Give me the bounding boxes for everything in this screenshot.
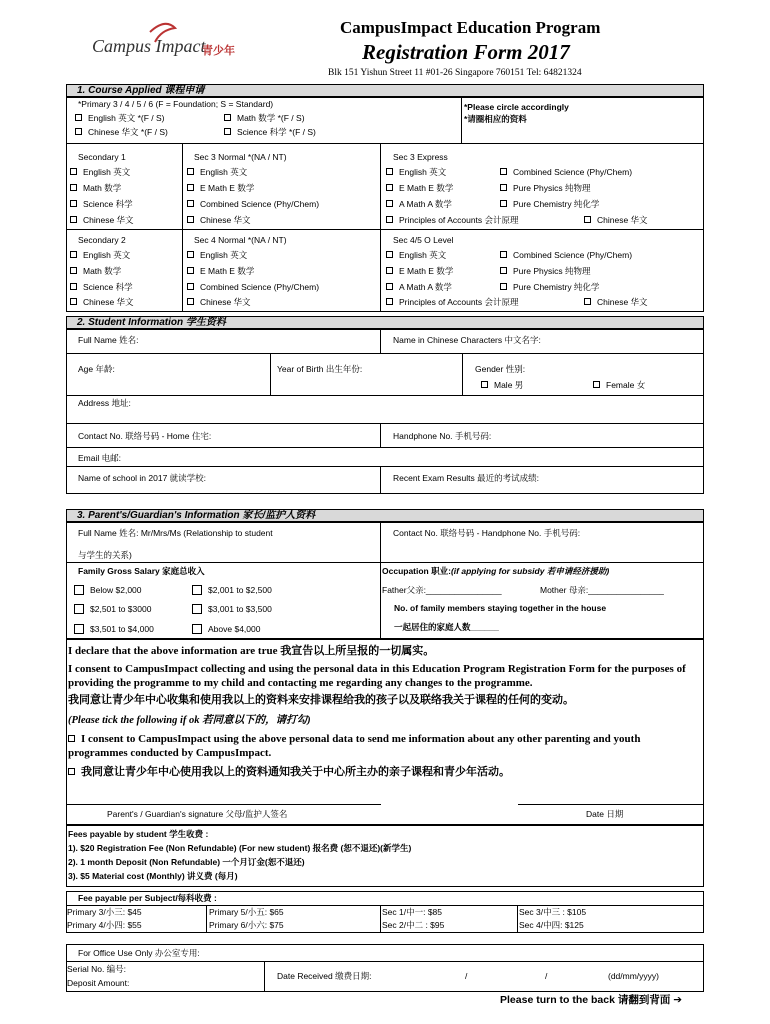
sec4n-chinese-option[interactable]: Chinese 华文 xyxy=(187,297,251,308)
circle-note: *Please circle accordingly xyxy=(464,102,569,112)
sec3-express-label: Sec 3 Express xyxy=(393,152,448,162)
father-occupation-field[interactable]: Father父亲:________________ xyxy=(382,585,502,595)
sec45-chinese-option[interactable]: Chinese 华文 xyxy=(584,297,648,308)
subject-fee-heading: Fee payable per Subject/每科收费 : xyxy=(78,893,217,903)
page-title: CampusImpact Education Program xyxy=(340,18,601,37)
consent-programmes-checkbox-cn[interactable]: 我同意让青少年中心使用我以上的资料通知我关于中心所主办的亲子课程和青少年活动。 xyxy=(68,763,702,779)
campus-impact-logo xyxy=(90,20,240,80)
serial-number-field[interactable]: Serial No. 编号: xyxy=(67,964,127,974)
parent-box xyxy=(66,522,704,639)
salary-2501-3000-option[interactable]: $2,501 to $3000 xyxy=(74,604,151,615)
deposit-amount-field[interactable]: Deposit Amount: xyxy=(67,978,130,988)
fee-p3: Primary 3/小三: $45 xyxy=(67,907,142,917)
salary-3001-3500-option[interactable]: $3,001 to $3,500 xyxy=(192,604,272,615)
student-handphone-field[interactable]: Handphone No. 手机号码: xyxy=(393,431,492,441)
consent-collect-text-cn: 我同意让青少年中心收集和使用我以上的资料来安排课程给我的孩子以及联络我关于课程的任何的变动。 xyxy=(68,694,574,706)
gender-male-option[interactable]: Male 男 xyxy=(481,380,523,391)
consent-collect-text: I consent to CampusImpact collecting and using the personal data in this Education Program Registration Form for the purposes of providing the programme to my child and contacting me regarding any changes to the programme. xyxy=(68,663,686,689)
sec45-emath-option[interactable]: E Math E 数学 xyxy=(386,266,453,277)
student-yob-field[interactable]: Year of Birth 出生年份: xyxy=(277,364,363,374)
section-parent-info: 3. Parent's/Guardian's Information 家长/监护人资料 xyxy=(66,509,704,522)
date-separator: / xyxy=(465,971,468,981)
student-chinese-name-field[interactable]: Name in Chinese Characters 中文名字: xyxy=(393,335,541,345)
primary-chinese-option[interactable]: Chinese 华文 *(F / S) xyxy=(75,127,168,138)
student-email-field[interactable]: Email 电邮: xyxy=(78,453,121,463)
fee-s1: Sec 1/中一: $85 xyxy=(382,907,443,917)
office-heading: For Office Use Only 办公室专用: xyxy=(78,948,200,958)
student-full-name-field[interactable]: Full Name 姓名: xyxy=(78,335,139,345)
sec3e-english-option[interactable]: English 英文 xyxy=(386,167,446,178)
sec3e-amath-option[interactable]: A Math A 数学 xyxy=(386,199,452,210)
logo-text-cn: 青少年 xyxy=(202,44,235,57)
parent-contact-field[interactable]: Contact No. 联络号码 - Handphone No. 手机号码: xyxy=(393,528,581,538)
salary-2001-2500-option[interactable]: $2,001 to $2,500 xyxy=(192,585,272,596)
family-members-label: No. of family members staying together in the house xyxy=(394,603,607,613)
section-student-info: 2. Student Information 学生资料 xyxy=(66,316,704,329)
sec4n-emath-option[interactable]: E Math E 数学 xyxy=(187,266,254,277)
fee-p6: Primary 6/小六: $75 xyxy=(209,920,284,930)
sec3n-english-option[interactable]: English 英文 xyxy=(187,167,247,178)
sec45-poa-option[interactable]: Principles of Accounts 会计原理 xyxy=(386,297,519,308)
fee-s2: Sec 2/中二 : $95 xyxy=(382,920,445,930)
student-home-contact-field[interactable]: Contact No. 联络号码 - Home 住宅: xyxy=(78,431,212,441)
primary-label: *Primary 3 / 4 / 5 / 6 (F = Foundation; S = Standard) xyxy=(78,99,274,109)
occupation-label: Occupation 职业:(if applying for subsidy 若申请经济援助) xyxy=(382,566,610,576)
sec2-math-option[interactable]: Math 数学 xyxy=(70,266,121,277)
sec1-chinese-option[interactable]: Chinese 华文 xyxy=(70,215,134,226)
sec4-normal-label: Sec 4 Normal *(NA / NT) xyxy=(194,235,287,245)
address-line: Blk 151 Yishun Street 11 #01-26 Singapore 760151 Tel: 64821324 xyxy=(328,68,582,78)
sec1-english-option[interactable]: English 英文 xyxy=(70,167,130,178)
declare-true-text: I declare that the above information are true 我宣告以上所呈报的一切属实。 xyxy=(68,645,435,657)
primary-english-option[interactable]: English 英文 *(F / S) xyxy=(75,113,165,124)
sec3n-chinese-option[interactable]: Chinese 华文 xyxy=(187,215,251,226)
sec4n-english-option[interactable]: English 英文 xyxy=(187,250,247,261)
sec3e-chem-option[interactable]: Pure Chemistry 纯化学 xyxy=(500,199,599,210)
sec3-normal-label: Sec 3 Normal *(NA / NT) xyxy=(194,152,287,162)
date-separator: / xyxy=(545,971,548,981)
parent-signature-field[interactable]: Parent's / Guardian's signature 父母/监护人签名 xyxy=(107,809,288,819)
sec45-combsci-option[interactable]: Combined Science (Phy/Chem) xyxy=(500,250,632,261)
sec2-label: Secondary 2 xyxy=(78,235,126,245)
sec45-olevel-label: Sec 4/5 O Level xyxy=(393,235,454,245)
sec2-science-option[interactable]: Science 科学 xyxy=(70,282,133,293)
sec2-chinese-option[interactable]: Chinese 华文 xyxy=(70,297,134,308)
fee-item: 3). $5 Material cost (Monthly) 讲义费 (每月) xyxy=(68,871,238,881)
student-age-field[interactable]: Age 年龄: xyxy=(78,364,115,374)
gender-female-option[interactable]: Female 女 xyxy=(593,380,645,391)
primary-science-option[interactable]: Science 科学 *(F / S) xyxy=(224,127,316,138)
sec1-label: Secondary 1 xyxy=(78,152,126,162)
sec3n-emath-option[interactable]: E Math E 数学 xyxy=(187,183,254,194)
fee-s4: Sec 4/中四: $125 xyxy=(519,920,584,930)
sec45-amath-option[interactable]: A Math A 数学 xyxy=(386,282,452,293)
sec1-science-option[interactable]: Science 科学 xyxy=(70,199,133,210)
salary-label: Family Gross Salary 家庭总收入 xyxy=(78,566,205,576)
sec2-english-option[interactable]: English 英文 xyxy=(70,250,130,261)
fee-p4: Primary 4/小四: $55 xyxy=(67,920,142,930)
parent-relationship-label: 与学生的关系) xyxy=(78,550,132,560)
date-field[interactable]: Date 日期 xyxy=(586,809,624,819)
sec3e-combsci-option[interactable]: Combined Science (Phy/Chem) xyxy=(500,167,632,178)
mother-occupation-field[interactable]: Mother 母亲:________________ xyxy=(540,585,664,595)
turn-page-note: Please turn to the back 请翻到背面 ➔ xyxy=(500,994,683,1006)
section-course-applied: 1. Course Applied 课程申请 xyxy=(66,84,704,97)
sec3e-physics-option[interactable]: Pure Physics 纯物理 xyxy=(500,183,590,194)
sec45-chem-option[interactable]: Pure Chemistry 纯化学 xyxy=(500,282,599,293)
sec4n-science-option[interactable]: Combined Science (Phy/Chem) xyxy=(187,282,319,293)
tick-instruction: (Please tick the following if ok 若同意以下的，请打勾) xyxy=(68,715,311,726)
sec45-physics-option[interactable]: Pure Physics 纯物理 xyxy=(500,266,590,277)
sec45-english-option[interactable]: English 英文 xyxy=(386,250,446,261)
fee-p5: Primary 5/小五: $65 xyxy=(209,907,284,917)
date-received-field[interactable]: Date Received 缴费日期: xyxy=(277,971,372,981)
consent-programmes-checkbox[interactable]: I consent to CampusImpact using the above personal data to send me information about any other parenting and youth programmes conducted by CampusImpact. xyxy=(68,733,641,759)
circle-note-cn: *请圈相应的资料 xyxy=(464,114,527,124)
sec3e-chinese-option[interactable]: Chinese 华文 xyxy=(584,215,648,226)
fees-heading: Fees payable by student 学生收费 : xyxy=(68,829,209,839)
logo-text: Campus Impact xyxy=(92,36,206,56)
parent-full-name-field[interactable]: Full Name 姓名: Mr/Mrs/Ms (Relationship to student xyxy=(78,528,273,538)
form-subtitle: Registration Form 2017 xyxy=(362,40,570,64)
salary-below-2000-option[interactable]: Below $2,000 xyxy=(74,585,142,596)
salary-above-4000-option[interactable]: Above $4,000 xyxy=(192,624,260,635)
fee-s3: Sec 3/中三 : $105 xyxy=(519,907,587,917)
student-school-field[interactable]: Name of school in 2017 就读学校: xyxy=(78,473,207,483)
primary-math-option[interactable]: Math 数学 *(F / S) xyxy=(224,113,305,124)
sec1-math-option[interactable]: Math 数学 xyxy=(70,183,121,194)
family-members-field[interactable]: 一起居住的家庭人数______ xyxy=(394,622,499,632)
fee-item: 2). 1 month Deposit (Non Refundable) 一个月订金(恕不退还) xyxy=(68,857,305,867)
student-address-field[interactable]: Address 地址: xyxy=(78,398,131,408)
student-exam-field[interactable]: Recent Exam Results 最近的考试成绩: xyxy=(393,473,539,483)
sec3e-emath-option[interactable]: E Math E 数学 xyxy=(386,183,453,194)
sec3n-science-option[interactable]: Combined Science (Phy/Chem) xyxy=(187,199,319,210)
fee-item: 1). $20 Registration Fee (Non Refundable) (For new student) 报名费 (恕不退还)(新学生) xyxy=(68,843,412,853)
sec3e-poa-option[interactable]: Principles of Accounts 会计原理 xyxy=(386,215,519,226)
student-gender-label: Gender 性别: xyxy=(475,364,526,374)
salary-3501-4000-option[interactable]: $3,501 to $4,000 xyxy=(74,624,154,635)
date-format-hint: (dd/mm/yyyy) xyxy=(608,971,659,981)
